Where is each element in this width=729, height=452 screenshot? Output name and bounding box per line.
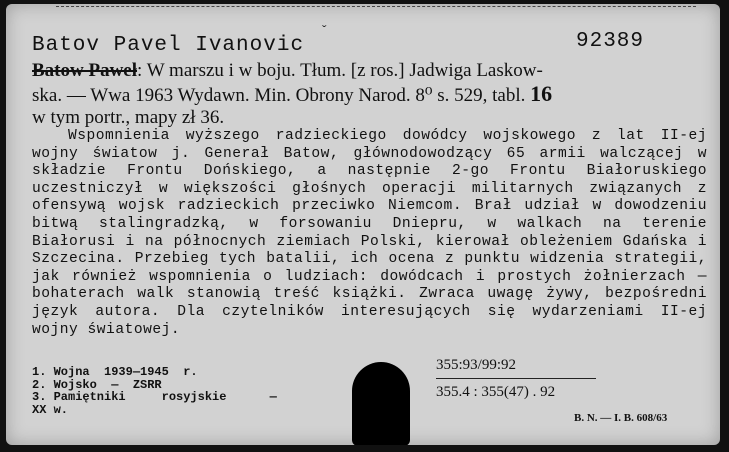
- classification-code-1: 355:93/99:92: [436, 357, 517, 373]
- title-heading: Batow Paweł: [32, 60, 138, 81]
- punch-hole: [352, 362, 410, 445]
- biblio-line-3: w tym portr., mapy zł 36.: [32, 107, 225, 128]
- classification: [436, 356, 606, 401]
- plates-count: 16: [530, 80, 553, 106]
- biblio-line-2: ska. — Wwa 1963 Wydawn. Min. Obrony Narod. 8⁰ s. 529, tabl.: [32, 84, 526, 106]
- catalog-card: [6, 4, 720, 445]
- bibliographic-description: [32, 60, 717, 130]
- classification-code-2: 355.4 : 355(47) . 92: [436, 384, 556, 400]
- card-number: 92389: [576, 30, 645, 53]
- author-heading: Batov Pavel Ivanovic: [32, 34, 305, 57]
- subject-item: XX w.: [32, 402, 69, 417]
- biblio-line-1: : W marszu i w boju. Tłum. [z ros.] Jadwiga Laskow-: [137, 60, 543, 81]
- library-footer: B. N. — I. B. 608/63: [574, 412, 668, 424]
- abstract-text: Wspomnienia wyższego radzieckiego dowódcy wojskowego z lat II-ej wojny światow j. Generał Batow, głównodowodzący 65 armii walczącej w składzie Frontu Dońskiego, a następnie 2-go Frontu Białoruskiego uczestniczył w większości głośnych operacji militarnych związanych z ofensywą wojsk radzieckich przeciwko Niemcom. Brał udział w dowodzeniu bitwą stalingradzką, w forsowaniu Dniepru, w walkach na terenie Białorusi i na północnych ziemiach Polski, kierował obleżeniem Gdańska i Szczecina. Przebieg tych batalii, ich ocena z punktu widzenia strategii, jak również wspomnienia o ludziach: dowódcach i prostych żołnierzach — bohaterach walk stanowią treść książki. Zwraca uwagę żywy, bezpośredni język autora. Dla czytelników interesujących się wydarzeniami II-ej wojny światowej.: [32, 128, 707, 338]
- subject-headings: [32, 366, 292, 416]
- classification-divider: [436, 378, 596, 379]
- accent-mark: ˇ: [320, 24, 329, 40]
- subject-item: 1. Wojna 1939—1945 r.: [32, 365, 198, 379]
- abstract: [32, 128, 707, 339]
- subject-item: 2. Wojsko — ZSRR: [32, 377, 162, 392]
- subject-item: 3. Pamiętniki rosyjskie —: [32, 390, 277, 404]
- perforation-line: [56, 6, 696, 7]
